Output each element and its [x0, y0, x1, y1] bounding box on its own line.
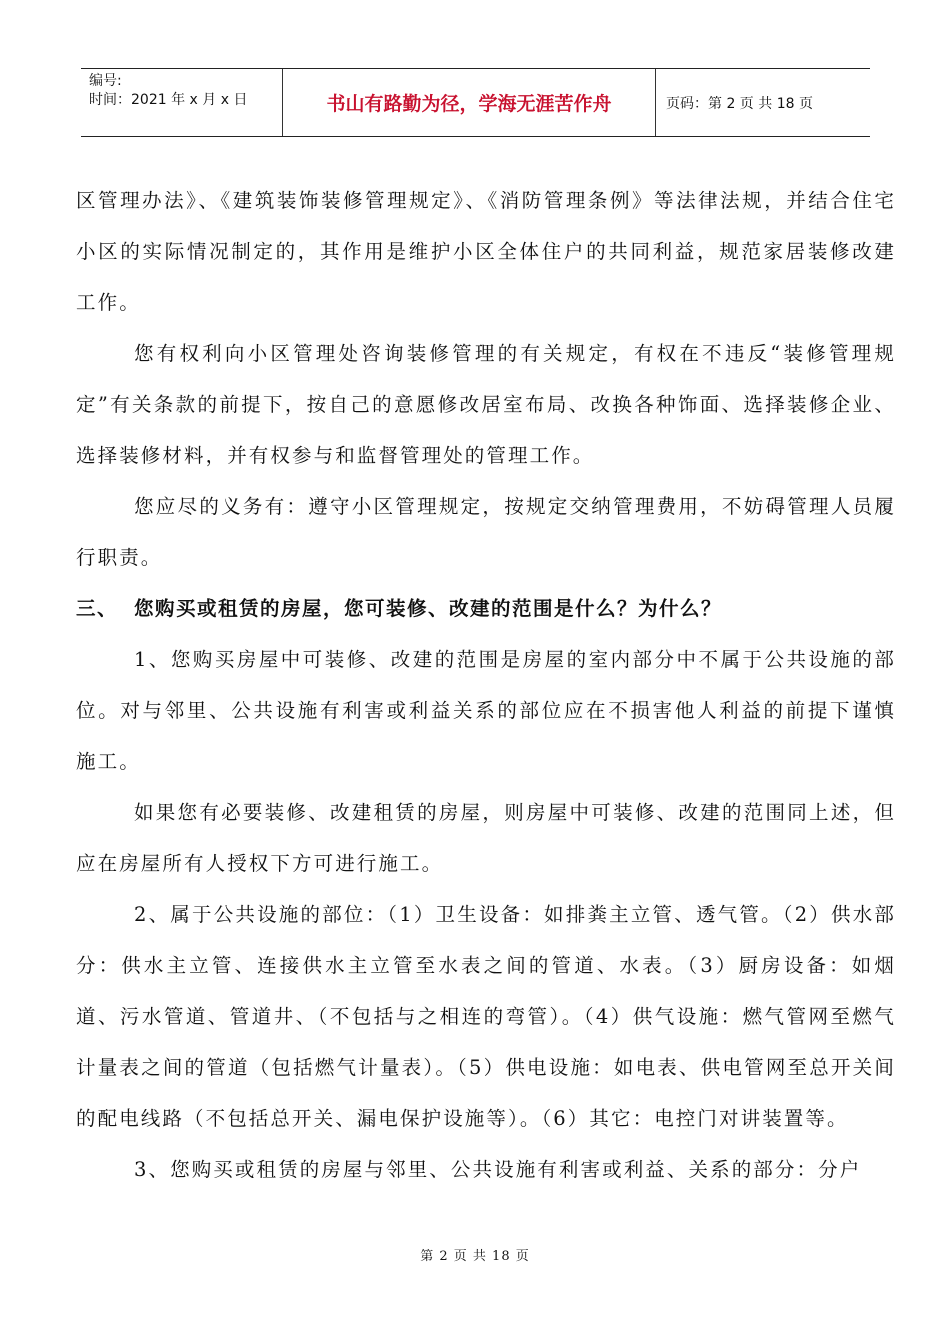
header-motto: 书山有路勤为径，学海无涯苦作舟 [283, 69, 656, 136]
paragraph-1: 区管理办法》、《建筑装饰装修管理规定》、《消防管理条例》等法律法规，并结合住宅小区的实际情况制定的，其作用是维护小区全体住户的共同利益，规范家居装修改建工作。 [76, 189, 896, 314]
page-footer: 第 2 页 共 18 页 [420, 1249, 530, 1264]
section-heading [76, 583, 896, 634]
document-body [76, 175, 896, 1195]
section-number: 三、 [76, 597, 119, 620]
header-meta [81, 69, 283, 136]
page-header [81, 68, 870, 137]
paragraph-2: 您有权利向小区管理处咨询装修管理的有关规定，有权在不违反“装修管理规定”有关条款的前提下，按自己的意愿修改居室布局、改换各种饰面、选择装修企业、选择装修材料，并有权参与和监督管理处的管理工作。 [76, 342, 896, 467]
time-label: 时间：2021 年 x 月 x 日 [89, 92, 248, 108]
number-label: 编号: [89, 73, 122, 89]
section-title: 您购买或租赁的房屋，您可装修、改建的范围是什么？为什么？ [134, 597, 723, 620]
paragraph-6: 2、属于公共设施的部位：（1）卫生设备：如排粪主立管、透气管。（2）供水部分：供水主立管、连接供水主立管至水表之间的管道、水表。（3）厨房设备：如烟道、污水管道、管道井、（不包括与之相连的弯管）。（4）供气设施：燃气管网至燃气计量表之间的管道（包括燃气计量表）。（5）供电设施：如电表、供电管网至总开关间的配电线路（不包括总开关、漏电保护设施等）。（6）其它：电控门对讲装置等。 [76, 903, 896, 1130]
paragraph-5: 如果您有必要装修、改建租赁的房屋，则房屋中可装修、改建的范围同上述，但应在房屋所有人授权下方可进行施工。 [76, 801, 896, 875]
paragraph-3: 您应尽的义务有：遵守小区管理规定，按规定交纳管理费用，不妨碍管理人员履行职责。 [76, 495, 896, 569]
header-page-code: 页码：第 2 页 共 18 页 [666, 95, 813, 112]
paragraph-7: 3、您购买或租赁的房屋与邻里、公共设施有利害或利益、关系的部分：分户 [134, 1158, 862, 1181]
paragraph-4: 1、您购买房屋中可装修、改建的范围是房屋的室内部分中不属于公共设施的部位。对与邻里、公共设施有利害或利益关系的部位应在不损害他人利益的前提下谨慎施工。 [76, 648, 896, 773]
